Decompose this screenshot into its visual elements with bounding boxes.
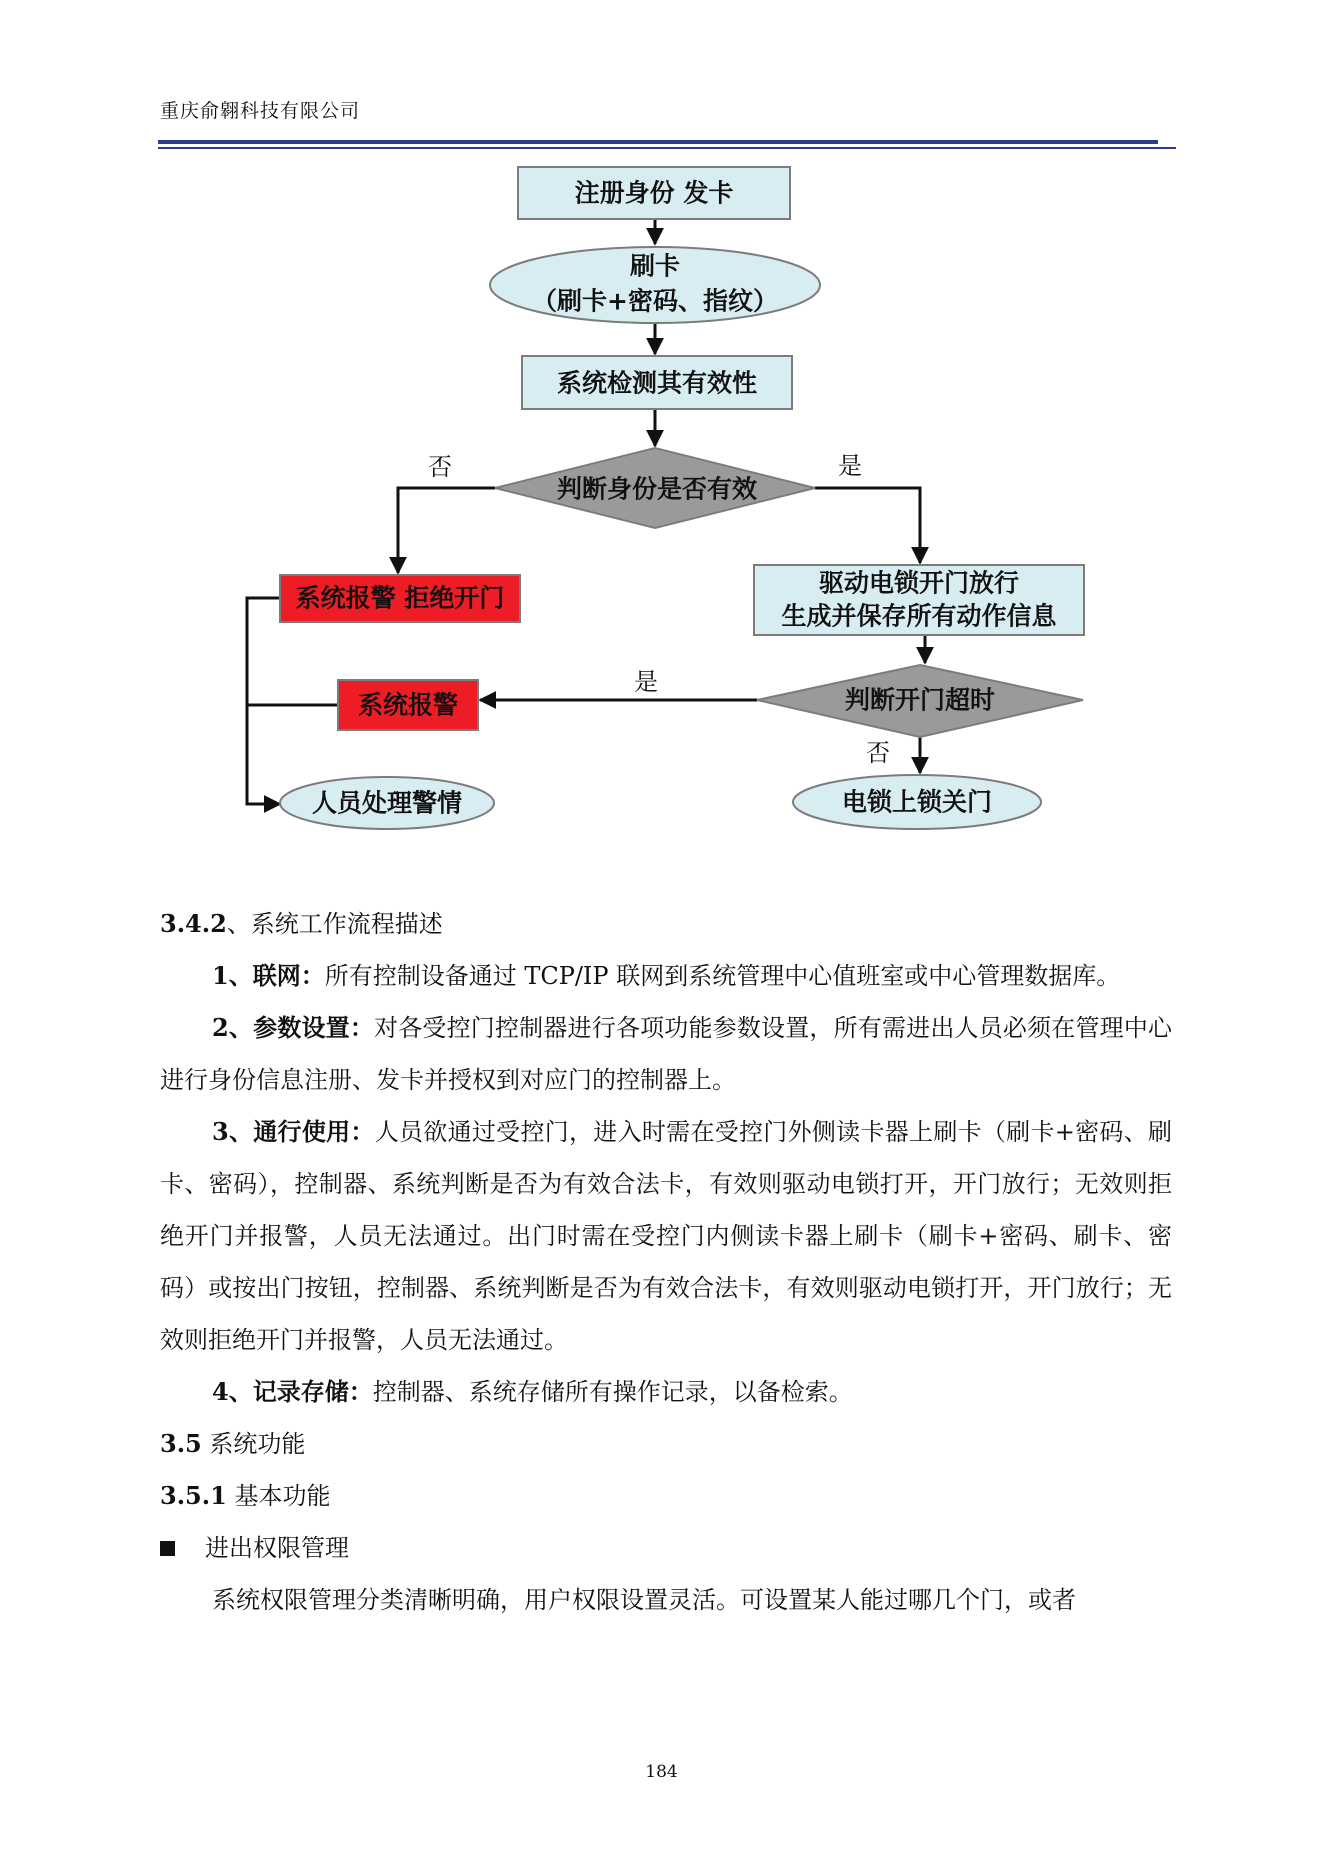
timeout-no-label: 否 (866, 739, 890, 767)
judge-timeout-text: 判断开门超时 (844, 685, 996, 715)
body-text (160, 898, 1172, 1626)
para-access-use: 3、通行使用：人员欲通过受控门，进入时需在受控门外侧读卡器上刷卡（刷卡+密码、刷卡、密码），控制器、系统判断是否为有效合法卡，有效则驱动电锁打开，开门放行；无效则拒绝开门并报警，人员无法通过。出门时需在受控门内侧读卡器上刷卡（刷卡+密码、刷卡、密码）或按出门按钮，控制器、系统判断是否为有效合法卡，有效则驱动电锁打开，开门放行；无效则拒绝开门并报警，人员无法通过。 (160, 1117, 1173, 1354)
swipe-card-methods-text: （刷卡+密码、指纹） (532, 286, 778, 316)
square-bullet-icon (160, 1541, 175, 1556)
judge-identity-text: 判断身份是否有效 (556, 474, 758, 504)
para-permission-management: 系统权限管理分类清晰明确，用户权限设置灵活。可设置某人能过哪几个门，或者 (212, 1586, 1076, 1614)
branch-yes-label: 是 (838, 452, 862, 480)
para-parameter-setting: 2、参数设置：对各受控门控制器进行各项功能参数设置，所有需进出人员必须在管理中心进行身份信息注册、发卡并授权到对应门的控制器上。 (160, 1013, 1173, 1094)
save-record-text: 生成并保存所有动作信息 (781, 601, 1057, 631)
section-heading-3-5-1: 3.5.1 基本功能 (160, 1481, 331, 1510)
bullet-access-permission: 进出权限管理 (160, 1522, 1172, 1574)
system-check-text: 系统检测其有效性 (556, 368, 758, 398)
para-record-storage: 4、记录存储：控制器、系统存储所有操作记录，以备检索。 (212, 1377, 853, 1406)
header-rule (158, 140, 1158, 144)
section-heading-3-5: 3.5 系统功能 (160, 1429, 306, 1458)
alarm-text: 系统报警 (357, 690, 459, 720)
header-company-name: 重庆俞翱科技有限公司 (160, 100, 361, 122)
swipe-card-text: 刷卡 (629, 251, 681, 281)
section-heading-3-4-2: 3.4.2、系统工作流程描述 (160, 909, 443, 938)
header-rule-thin (158, 147, 1176, 149)
access-control-flowchart (0, 150, 1323, 850)
lock-door-text: 电锁上锁关门 (841, 787, 993, 817)
para-network: 1、联网：所有控制设备通过 TCP/IP 联网到系统管理中心值班室或中心管理数据库。 (212, 961, 1121, 990)
alarm-reject-text: 系统报警 拒绝开门 (295, 583, 505, 613)
unlock-door-text: 驱动电锁开门放行 (818, 568, 1020, 598)
page-number: 184 (645, 1762, 678, 1782)
register-card-text: 注册身份 发卡 (574, 178, 734, 208)
handle-alarm-text: 人员处理警情 (311, 788, 463, 818)
timeout-yes-label: 是 (634, 668, 658, 696)
branch-no-label: 否 (428, 453, 452, 481)
